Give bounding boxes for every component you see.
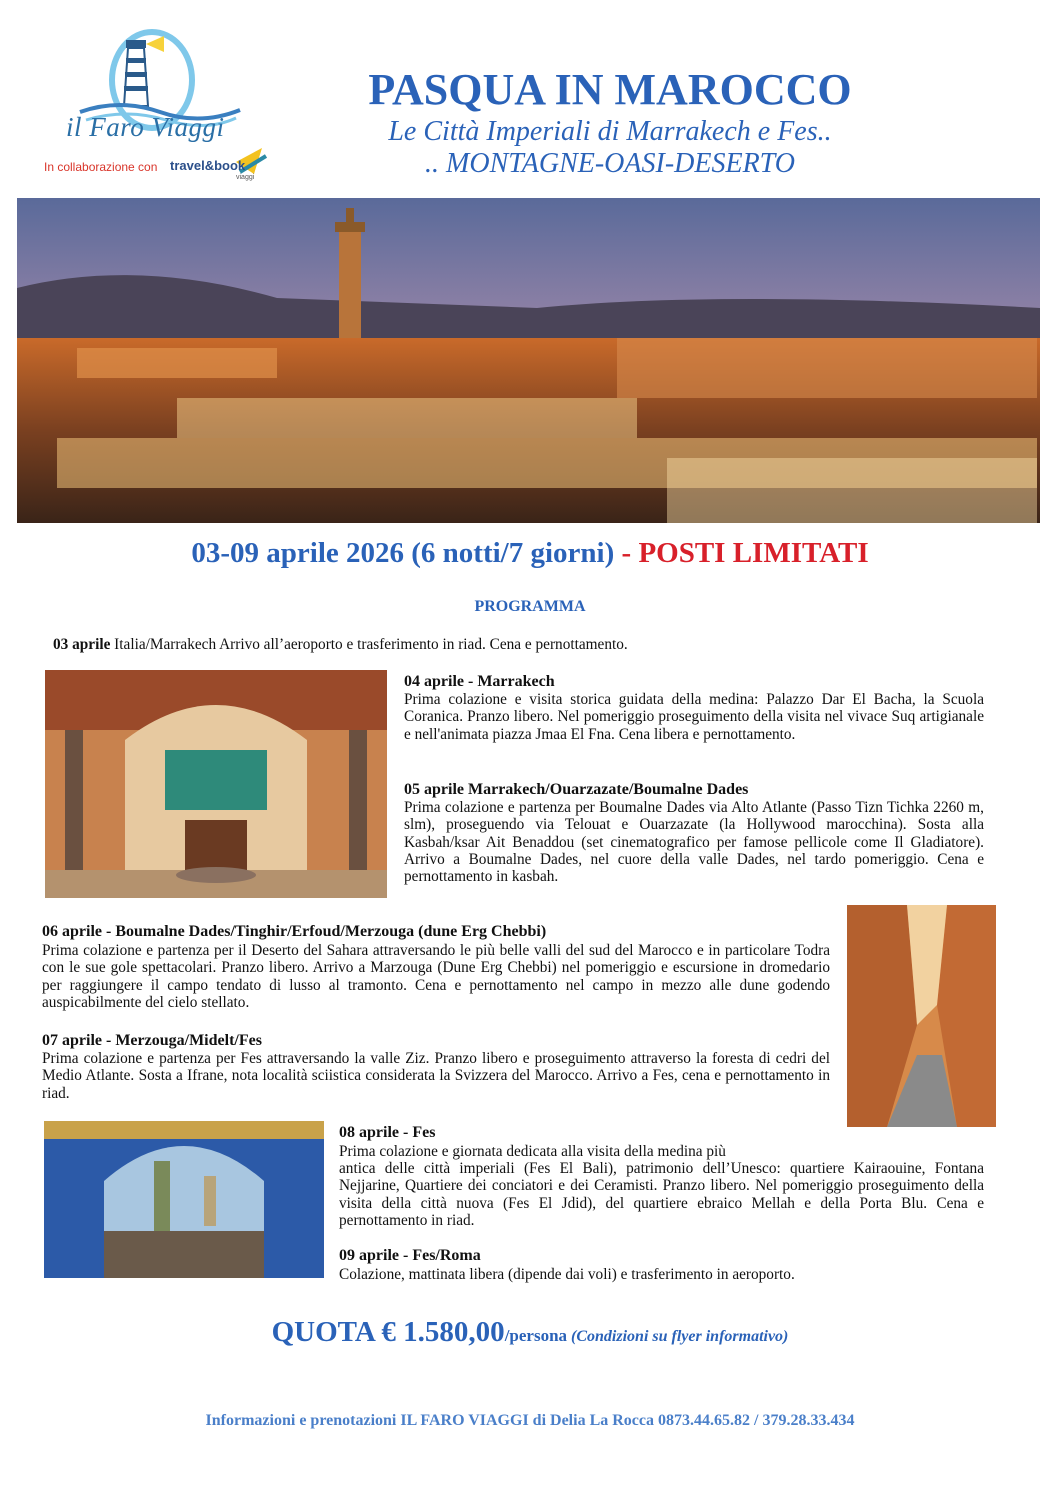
day-text: Italia/Marrakech Arrivo all’aeroporto e trasferimento in riad. Cena e pernottamento.: [110, 636, 628, 653]
day-08-text: antica delle città imperiali (Fes El Bali), patrimonio dell’Unesco: quartiere Kairaouine, Fontana Nejjarine, Quartiere dei conciatori e dei Ceramisti. Pranzo libero. Nel pomeriggio proseguimento della visita della città nuova (Fes El Jdid), del quartiere ebraico Mellah e della Porta Blu. Cena e pernottamento in riad.: [339, 1160, 984, 1229]
image-moroccan-courtyard: [45, 670, 387, 898]
logo-collab-text: In collaborazione con: [44, 160, 158, 174]
price-line: [0, 1316, 1060, 1349]
day-05-text: Prima colazione e partenza per Boumalne Dades via Alto Atlante (Passo Tizn Tichka 2260 m, slm), proseguendo via Telouat e Ouarzazate (la Hollywood marocchina). Sosta alla Kasbah/ksar Ait Benaddou (set cinematografico per famose pellicole come Il Gladiatore). Arrivo a Boumalne Dades, nel cuore della valle Dades, nel tardo pomeriggio. Cena e pernottamento in kasbah.: [404, 799, 984, 886]
partner-logo-text: travel&book: [170, 158, 246, 173]
dates-period: 03-09 aprile 2026 (6 notti/7 giorni): [191, 537, 615, 569]
price-conditions: (Condizioni su flyer informativo): [571, 1328, 789, 1345]
day-04-text: Prima colazione e visita storica guidata della medina: Palazzo Dar El Bacha, la Scuola Coranica. Pranzo libero. Nel pomeriggio proseguimento della visita nel vivace Suq artigianale e nell'animata piazza Jmaa El Fna. Cena libera e pernottamento.: [404, 691, 984, 743]
limited-seats-badge: POSTI LIMITATI: [638, 537, 869, 569]
day-06-text: Prima colazione e partenza per il Deserto del Sahara attraversando le più belle valli del sud del Marocco e in particolare Todra con le sue gole spettacolari. Pranzo libero. Arrivo a Marzouga (Dune Erg Chebbi) nel pomeriggio e escursione in dromedario per raggiungere il campo tendato di lusso al tramonto. Cena e pernottamento nel campo in mezzo alle dune godendo auspicabilmente del cielo stellato.: [42, 942, 830, 1011]
day-date: 03 aprile: [53, 636, 111, 653]
day-04-heading: 04 aprile - Marrakech: [404, 673, 555, 690]
page-title: PASQUA IN MAROCCO: [368, 65, 852, 114]
day-05-heading: 05 aprile Marrakech/Ouarzazate/Boumalne Dades: [404, 781, 749, 798]
day-09-text: Colazione, mattinata libera (dipende dai voli) e trasferimento in aeroporto.: [339, 1266, 795, 1283]
day-03-aprile: [53, 636, 1033, 654]
day-07-text: Prima colazione e partenza per Fes attraversando la valle Ziz. Pranzo libero e proseguimento attraverso la foresta di cedri del Medio Atlante. Sosta a Ifrane, nota località sciistica considerata la Svizzera del Marocco. Arrivo a Fes, cena e pernottamento in riad.: [42, 1050, 830, 1102]
dates-line: [0, 537, 1060, 570]
image-todra-gorge: [847, 905, 996, 1127]
day-07-heading: 07 aprile - Merzouga/Midelt/Fes: [42, 1032, 262, 1049]
price-per-person: /persona: [504, 1326, 568, 1345]
day-09-heading: 09 aprile - Fes/Roma: [339, 1247, 481, 1264]
contact-info: Informazioni e prenotazioni IL FARO VIAGGI di Delia La Rocca 0873.44.65.82 / 379.28.33.434: [205, 1412, 855, 1429]
image-fes-blue-gate: [44, 1121, 324, 1278]
day-08-text-first-line: Prima colazione e giornata dedicata alla visita della medina più: [339, 1143, 726, 1160]
day-06-heading: 06 aprile - Boumalne Dades/Tinghir/Erfoud/Merzouga (dune Erg Chebbi): [42, 923, 547, 940]
logo-script-text: il Faro Viaggi: [66, 112, 225, 142]
subtitle-cities: Le Città Imperiali di Marrakech e Fes..: [388, 116, 832, 147]
partner-logo-sub: viaggi: [236, 174, 255, 181]
dates-separator: -: [614, 537, 639, 569]
programma-heading: PROGRAMMA: [474, 598, 586, 615]
subtitle-regions: .. MONTAGNE-OASI-DESERTO: [425, 148, 795, 179]
hero-image-marrakech-square: [17, 198, 1040, 523]
day-08-heading: 08 aprile - Fes: [339, 1124, 436, 1141]
price-amount: QUOTA € 1.580,00: [271, 1316, 505, 1348]
